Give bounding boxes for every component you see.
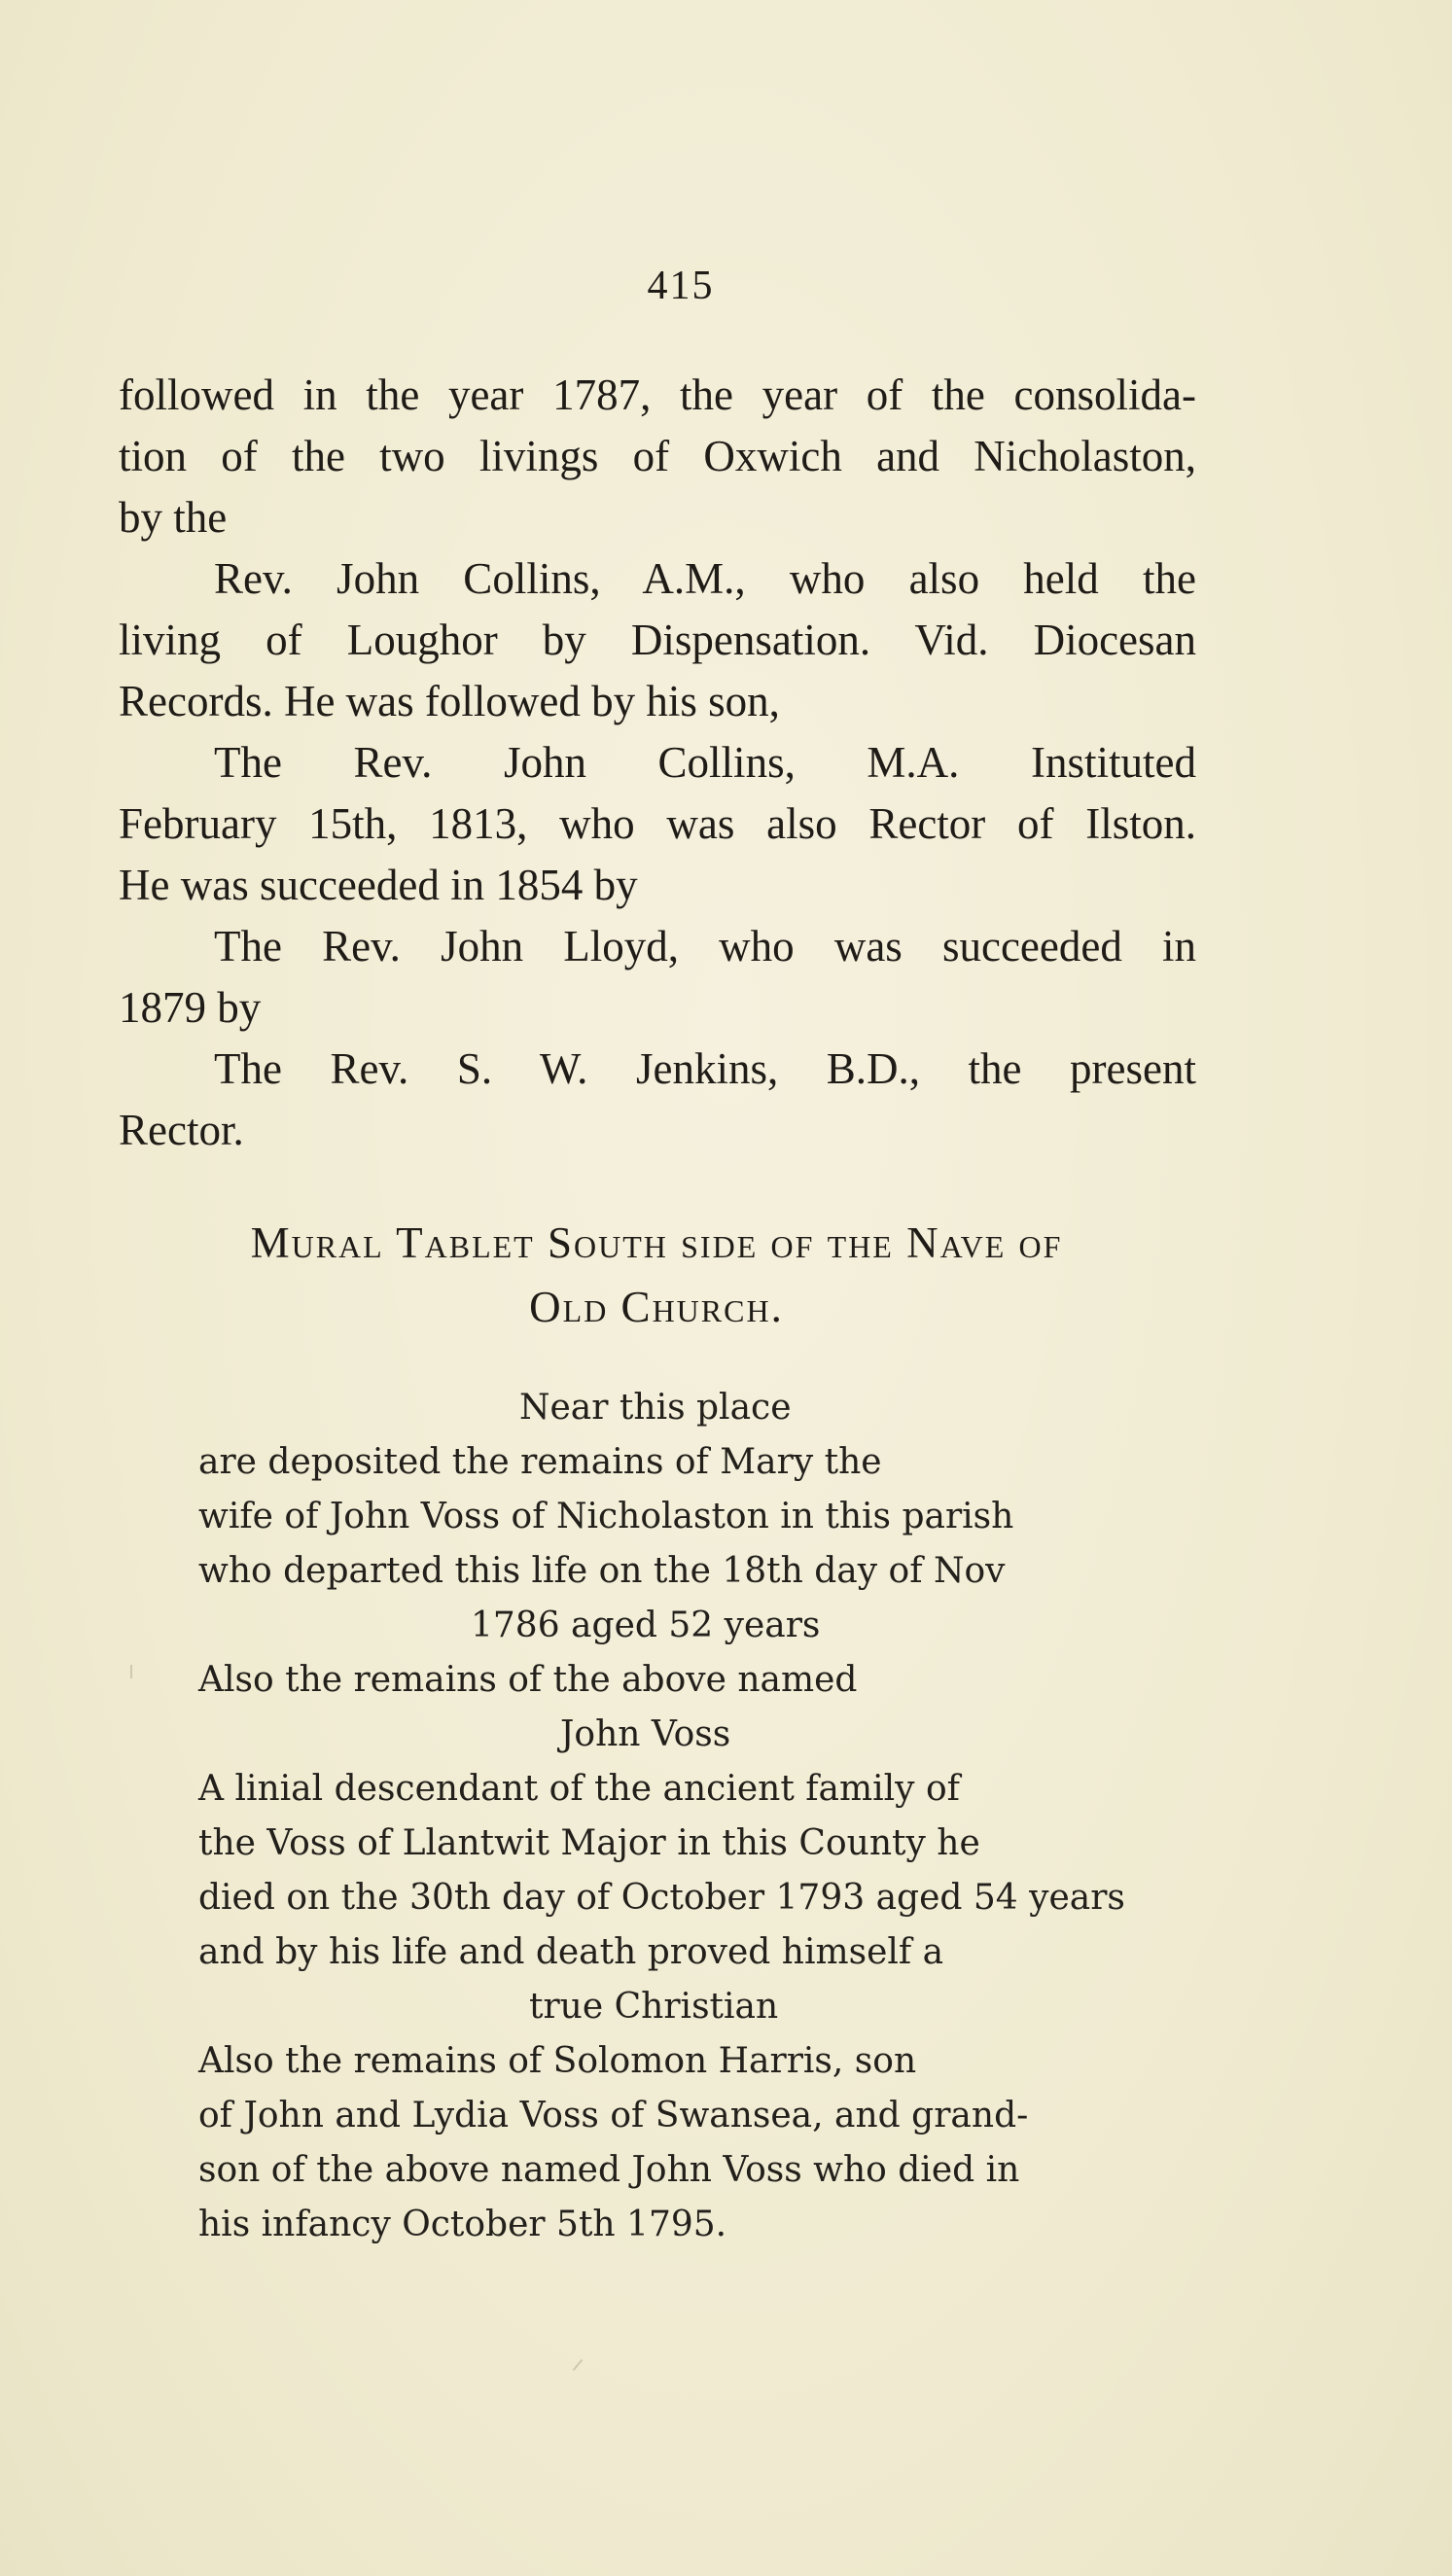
text-line: by the	[119, 493, 228, 542]
inscription-line: of John and Lydia Voss of Swansea, and grand-	[198, 2096, 1029, 2135]
text-line: living of Loughor by Dispensation. Vid. Diocesan	[119, 616, 1196, 664]
text-line: He was succeeded in 1854 by	[119, 861, 638, 909]
inscription-line: Also the remains of Solomon Harris, son	[198, 2041, 917, 2081]
text-line: tion of the two livings of Oxwich and Nicholaston,	[119, 432, 1196, 480]
inscription-line: who departed this life on the 18th day of Nov	[198, 1551, 1006, 1591]
text-line: followed in the year 1787, the year of the consolida-	[119, 371, 1196, 419]
inscription-line: wife of John Voss of Nicholaston in this parish	[198, 1497, 1014, 1536]
paper-speck	[573, 2359, 584, 2371]
text-line: Rector.	[119, 1106, 244, 1154]
text-line: Records. He was followed by his son,	[119, 677, 780, 725]
inscription-line: John Voss	[560, 1714, 731, 1754]
inscription-line: A linial descendant of the ancient family of	[198, 1769, 960, 1809]
inscription-line: son of the above named John Voss who died in	[198, 2150, 1020, 2190]
text-line: The Rev. S. W. Jenkins, B.D., the present	[214, 1044, 1196, 1093]
rector-succession-text	[119, 365, 1196, 1161]
text-line: 1879 by	[119, 983, 262, 1032]
inscription-line: Also the remains of the above named	[198, 1660, 858, 1700]
tablet-heading-line-2: Old Church.	[529, 1283, 784, 1331]
text-line: The Rev. John Lloyd, who was succeeded in	[214, 922, 1196, 970]
mural-tablet-inscription	[198, 1381, 1125, 2252]
inscription-line: are deposited the remains of Mary the	[198, 1442, 882, 1482]
inscription-line: died on the 30th day of October 1793 aged 54 years	[198, 1878, 1125, 1918]
paper-speck	[130, 1665, 132, 1678]
tablet-heading-line-1: Mural Tablet South side of the Nave of	[250, 1218, 1063, 1267]
inscription-line: Near this place	[519, 1388, 792, 1428]
inscription-line: his infancy October 5th 1795.	[198, 2205, 727, 2244]
text-line: February 15th, 1813, who was also Rector of Ilston.	[119, 799, 1196, 848]
page-number: 415	[647, 264, 715, 308]
inscription-line: true Christian	[529, 1987, 779, 2027]
inscription-line: and by his life and death proved himself a	[198, 1932, 944, 1972]
inscription-line: the Voss of Llantwit Major in this County he	[198, 1823, 980, 1863]
inscription-line: 1786 aged 52 years	[471, 1606, 821, 1645]
text-line: The Rev. John Collins, M.A. Instituted	[214, 738, 1196, 787]
text-line: Rev. John Collins, A.M., who also held the	[214, 554, 1196, 603]
